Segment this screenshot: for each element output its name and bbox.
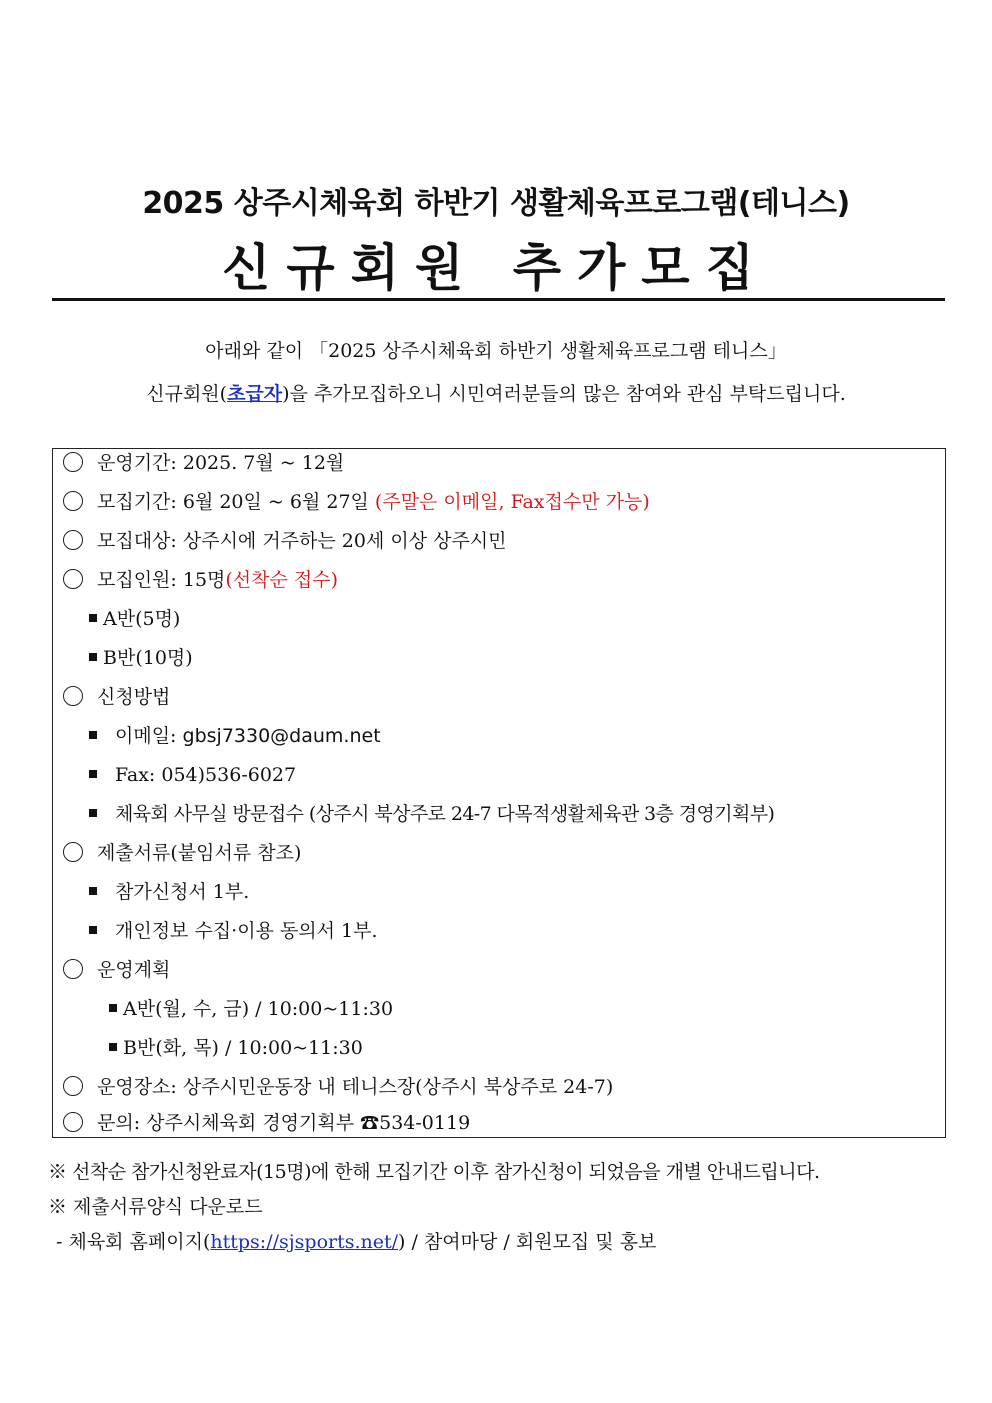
venue-text: 운영장소: 상주시민운동장 내 테니스장(상주시 북상주로 24-7) [97, 1076, 614, 1098]
info-box [52, 448, 946, 1138]
intro-line-2-prefix: 신규회원( [146, 383, 228, 405]
intro-line-1: 아래와 같이 「2025 상주시체육회 하반기 생활체육프로그램 테니스」 [205, 340, 787, 362]
circle-bullet-icon [63, 491, 83, 511]
square-bullet-icon [89, 731, 97, 739]
email-label: 이메일: [115, 725, 183, 747]
item-doc-2 [89, 917, 378, 955]
plan-a-text: A반(월, 수, 금) / 10:00~11:30 [123, 998, 394, 1020]
item-fax [89, 761, 296, 799]
note-first-come: ※ 선착순 참가신청완료자(15명)에 한해 모집기간 이후 참가신청이 되었음을 개별 안내드립니다. [48, 1161, 820, 1183]
note-homepage [56, 1227, 656, 1254]
square-bullet-icon [109, 1004, 117, 1012]
item-target [63, 527, 507, 565]
item-method [63, 683, 170, 721]
plan-text: 운영계획 [97, 959, 171, 981]
item-docs [63, 839, 301, 877]
item-plan [63, 956, 170, 994]
item-class-a [89, 605, 180, 643]
item-class-b [89, 644, 193, 682]
circle-bullet-icon [63, 959, 83, 979]
circle-bullet-icon [63, 842, 83, 862]
item-plan-b [109, 1034, 363, 1072]
plan-b-text: B반(화, 목) / 10:00~11:30 [123, 1037, 363, 1059]
item-visit [89, 800, 774, 838]
circle-bullet-icon [63, 530, 83, 550]
page-title: 2025 상주시체육회 하반기 생활체육프로그램(테니스) [142, 186, 850, 221]
visit-text: 체육회 사무실 방문접수 (상주시 북상주로 24-7 다목적생활체육관 3층 경영기획부) [115, 803, 775, 825]
item-plan-a [109, 995, 393, 1033]
intro-line-2-suffix: )을 추가모집하오니 시민여러분들의 많은 참여와 관심 부탁드립니다. [282, 383, 846, 405]
circle-bullet-icon [63, 1076, 83, 1096]
square-bullet-icon [89, 809, 97, 817]
contact-text: 문의: 상주시체육회 경영기획부 ☎534-0119 [97, 1112, 471, 1134]
square-bullet-icon [89, 614, 97, 622]
recruit-period-text: 모집기간: 6월 20일 ~ 6월 27일 [97, 491, 375, 513]
item-doc-1 [89, 878, 249, 916]
item-recruit-period [63, 488, 650, 526]
class-b-text: B반(10명) [103, 647, 193, 669]
doc-2-text: 개인정보 수집·이용 동의서 1부. [115, 920, 378, 942]
docs-text: 제출서류(붙임서류 참조) [97, 842, 302, 864]
item-headcount [63, 566, 338, 604]
square-bullet-icon [89, 770, 97, 778]
email-value: gbsj7330@daum.net [182, 725, 381, 747]
period-text: 운영기간: 2025. 7월 ~ 12월 [97, 452, 345, 474]
homepage-suffix: ) / 참여마당 / 회원모집 및 홍보 [398, 1231, 657, 1253]
square-bullet-icon [89, 887, 97, 895]
doc-1-text: 참가신청서 1부. [115, 881, 250, 903]
square-bullet-icon [109, 1043, 117, 1051]
headcount-note: (선착순 접수) [225, 569, 339, 591]
method-text: 신청방법 [97, 686, 171, 708]
circle-bullet-icon [63, 686, 83, 706]
page-subtitle: 신규회원 추가모집 [222, 239, 770, 297]
note-download: ※ 제출서류양식 다운로드 [48, 1196, 263, 1218]
circle-bullet-icon [63, 1112, 83, 1132]
class-a-text: A반(5명) [103, 608, 181, 630]
title-divider [52, 298, 945, 301]
item-venue [63, 1073, 613, 1111]
circle-bullet-icon [63, 569, 83, 589]
fax-text: Fax: 054)536-6027 [115, 764, 297, 786]
square-bullet-icon [89, 926, 97, 934]
square-bullet-icon [89, 653, 97, 661]
target-text: 모집대상: 상주시에 거주하는 20세 이상 상주시민 [97, 530, 507, 552]
headcount-text: 모집인원: 15명 [97, 569, 226, 591]
intro-line-2 [0, 379, 992, 406]
item-email [89, 722, 381, 760]
homepage-link[interactable]: https://sjsports.net/ [210, 1231, 399, 1253]
circle-bullet-icon [63, 452, 83, 472]
homepage-prefix: - 체육회 홈페이지( [56, 1231, 211, 1253]
recruit-period-note: (주말은 이메일, Fax접수만 가능) [374, 491, 650, 513]
item-contact [63, 1109, 470, 1147]
item-period [63, 449, 344, 487]
beginner-highlight: 초급자 [227, 383, 283, 405]
